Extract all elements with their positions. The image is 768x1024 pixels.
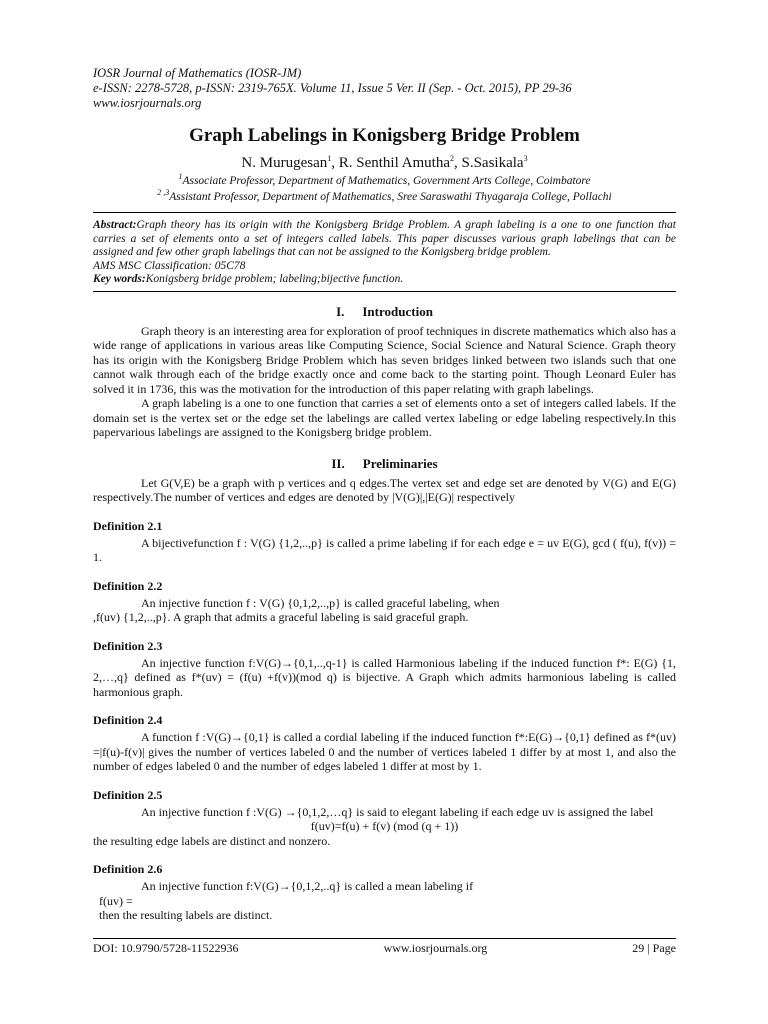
keywords-label: Key words: [93,273,146,285]
definition-formula: f(uv)=f(u) + f(v) (mod (q + 1)) [310,819,459,833]
definition-text: An injective function f :V(G) →{0,1,2,…q} is said to elegant labeling if each edge uv is assigned the label [141,804,654,819]
definition-heading: Definition 2.2 [93,578,163,593]
footer-page-number: 29 | Page [632,941,676,955]
affiliation-2: $^{2 ,3}$Assistant Professor, Department of Mathematics, Sree Saraswathi Thyagaraja College, Pollachi [157,188,612,203]
divider [93,212,676,213]
journal-header [93,66,676,111]
definition-text: An injective function f : V(G) {0,1,2,..,p} is called graceful labeling, when [141,595,500,610]
author-1: N. Murugesan [241,155,328,171]
definition-formula: f(uv) = [99,893,133,908]
author-3: S.Sasikala [461,155,524,171]
definition-text: the resulting edge labels are distinct and nonzero. [93,833,331,848]
page-footer [93,938,676,956]
definition-text: A function f :V(G)→{0,1} is called a cordial labeling if the induced function f*:E(G)→{0,1} defined as f*(uv) =|f(u)-f(v)| gives the number of vertices labeled 0 and the number of vertices labeled 1 differ by at most 1, and also the number of edges labeled 0 and the number of edges labeled 1 differ at most by 1. [93,730,676,773]
abstract [93,219,676,260]
definition-text: An injective function f:V(G)→{0,1,..,q-1} is called Harmonious labeling if the induced function f*: E(G) {1, 2,…,q} defined as f*(uv) = (f(u) +f(v))(mod q) is bijective. A Graph which admits harmonious labeling is called harmonious graph. [93,655,676,699]
section-heading-introduction: I. Introduction [336,303,433,319]
definition-text: then the resulting labels are distinct. [99,908,273,922]
paper-title: Graph Labelings in Konigsberg Bridge Problem [189,125,580,146]
definition-heading: Definition 2.3 [93,638,163,653]
abstract-text: Graph theory has its origin with the Konigsberg Bridge Problem. A graph labeling is a one to one function that carries a set of elements onto a set of integers called labels. This paper discusses various graph labelings that can be assigned and few other graph labelings that can not be assigned to the Konigsberg bridge problem. [93,219,676,258]
definition-text: ,f(uv) {1,2,..,p}. A graph that admits a graceful labeling is said graceful graph. [93,610,469,624]
journal-issn: e-ISSN: 2278-5728, p-ISSN: 2319-765X. Volume 11, Issue 5 Ver. II (Sep. - Oct. 2015), PP 29-36 [93,81,572,95]
definition-heading: Definition 2.5 [93,787,163,802]
ams-classification: AMS MSC Classification: 05C78 [93,259,246,272]
intro-paragraph-2: A graph labeling is a one to one function that carries a set of elements onto a set of integers called labels. If the domain set is the vertex set or the edge set the labelings are called vertex labeling or edge labeling respectively.In this papervarious labelings are assigned to the Konigsberg bridge problem. [93,396,676,439]
affiliation-1: $^1$Associate Professor, Department of Mathematics, Government Arts College, Coimbatore [178,172,591,187]
definition-text: A bijectivefunction f : V(G) {1,2,..,p} is called a prime labeling if for each edge e = uv E(G), gcd ( f(u), f(v)) = 1. [93,535,676,564]
footer-site[interactable]: www.iosrjournals.org [383,941,488,955]
definition-text: An injective function f:V(G)→{0,1,2,..q} is called a mean labeling if [141,879,474,893]
definition-heading: Definition 2.4 [93,713,163,727]
journal-name: IOSR Journal of Mathematics (IOSR-JM) [93,66,302,80]
divider [93,291,676,292]
footer-doi: DOI: 10.9790/5728-11522936 [93,941,239,955]
abstract-label: Abstract: [93,219,137,231]
intro-paragraph-1: Graph theory is an interesting area for exploration of proof techniques in discrete mathematics which also has a wide range of applications in various areas like Computing Science, Social Science and Natural Science. Graph theory has its origin with the Konigsberg Bridge Problem which has seven bridges linked between two islands such that one cannot walk through each of the bridge exactly once and come back to the starting point. Though Leonard Euler has solved it in 1736, this was the motivation for the introduction of this paper relating with graph labelings. [93,323,676,396]
definition-heading: Definition 2.1 [93,518,163,533]
paper-page [93,66,676,923]
section-heading-preliminaries: II. Preliminaries [331,455,438,471]
author-2: R. Senthil Amutha [338,155,450,171]
keywords: Key words:Konigsberg bridge problem; labeling;bijective function. [93,273,404,285]
definition-heading: Definition 2.6 [93,862,163,876]
author-list: N. Murugesan$^1$, R. Senthil Amutha$^2$, S.Sasikala$^3$ [241,154,528,171]
journal-site[interactable]: www.iosrjournals.org [93,96,202,110]
prelim-paragraph: Let G(V,E) be a graph with p vertices and q edges.The vertex set and edge set are denoted by V(G) and E(G) respectively.The number of vertices and edges are denoted by |V(G)|,|E(G)| respectively [93,475,676,504]
